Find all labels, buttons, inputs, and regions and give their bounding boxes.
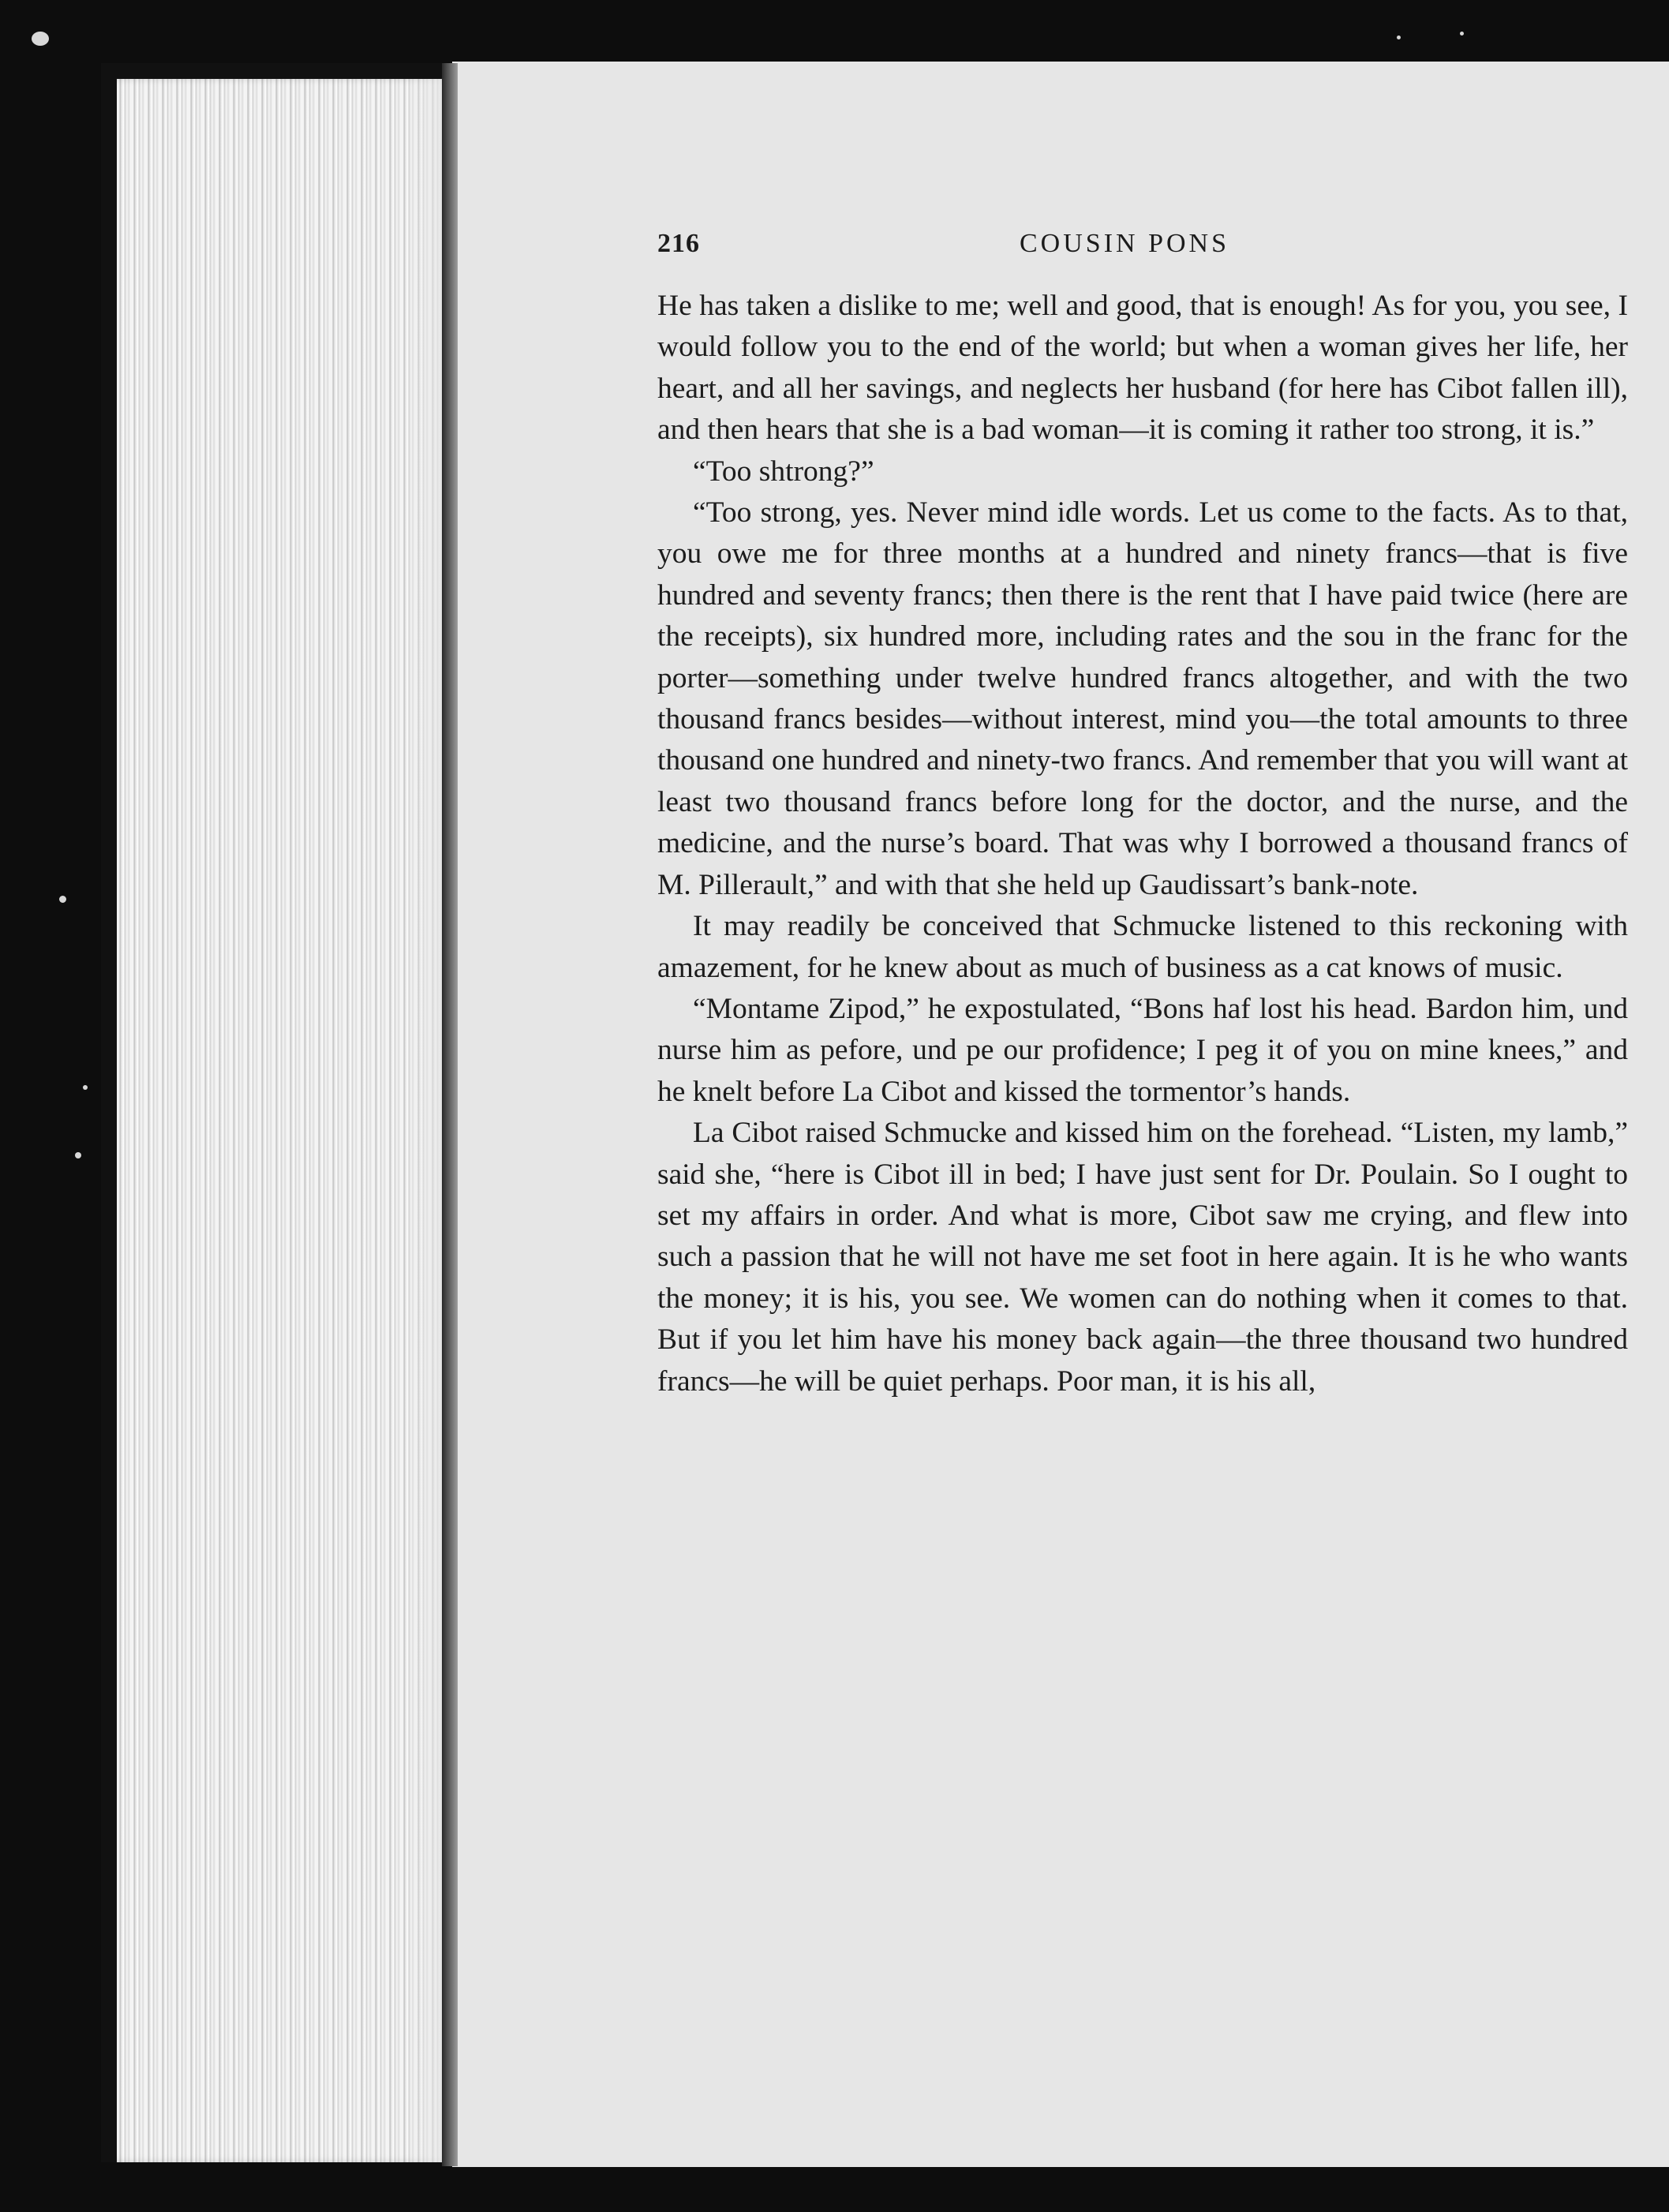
- body-text: [657, 286, 1628, 1402]
- gutter-shadow: [442, 63, 458, 2166]
- page-content: [657, 229, 1628, 1402]
- paragraph: La Cibot raised Schmucke and kissed him on the forehead. “Listen, my lamb,” said she, “here is Cibot ill in bed; I have just sent for Dr. Poulain. So I ought to set my affairs in order. And what is more, Cibot saw me crying, and flew into such a passion that he will not have me set foot in here again. It is he who wants the money; it is his, you see. We women can do nothing when it comes to that. But if you let him have his money back again—the three thousand two hundred francs—he will be quiet perhaps. Poor man, it is his all,: [657, 1117, 1628, 1398]
- dust-speck: [1460, 32, 1464, 36]
- dust-speck: [1397, 36, 1401, 39]
- paragraph: He has taken a dislike to me; well and good, that is enough! As for you, you see, I would follow you to the end of the world; but when a woman gives her life, her heart, and all her savings, and neglects her husband (for here has Cibot fallen ill), and then hears that she is a bad woman—it is coming it rather too strong, it is.”: [657, 290, 1628, 447]
- running-head: [657, 229, 1628, 275]
- dust-speck: [75, 1152, 81, 1158]
- paragraph: “Montame Zipod,” he expostulated, “Bons haf lost his head. Bardon him, und nurse him as pefore, und pe our profidence; I peg it of you on mine knees,” and he knelt before La Cibot and kissed the tormentor’s hands.: [657, 992, 1628, 1108]
- dust-speck: [59, 896, 66, 903]
- bottom-margin-shadow: [452, 2167, 1669, 2212]
- paragraph: It may readily be conceived that Schmucke listened to this reckoning with amazement, for he knew about as much of business as a cat knows of music.: [657, 910, 1628, 984]
- dust-speck: [32, 32, 49, 46]
- paragraph: “Too shtrong?”: [693, 455, 874, 488]
- page-edges: [117, 79, 452, 2162]
- dust-speck: [83, 1085, 88, 1090]
- paragraph: “Too strong, yes. Never mind idle words. Let us come to the facts. As to that, you owe me for three months at a hundred and ninety francs—that is five hundred and seventy francs; then there is the rent that I have paid twice (here are the receipts), six hundred more, including rates and the sou in the franc for the porter—something under twelve hundred francs altogether, and with the two thousand francs besides—without interest, mind you—the total amounts to three thousand one hundred and ninety-two francs. And remember that you will want at least two thousand francs before long for the doctor, and the nurse, and the medicine, and the nurse’s board. That was why I borrowed a thousand francs of M. Pillerault,” and with that she held up Gaudissart’s bank-note.: [657, 496, 1628, 901]
- page-number: 216: [657, 229, 700, 258]
- running-title: COUSIN PONS: [1020, 229, 1229, 258]
